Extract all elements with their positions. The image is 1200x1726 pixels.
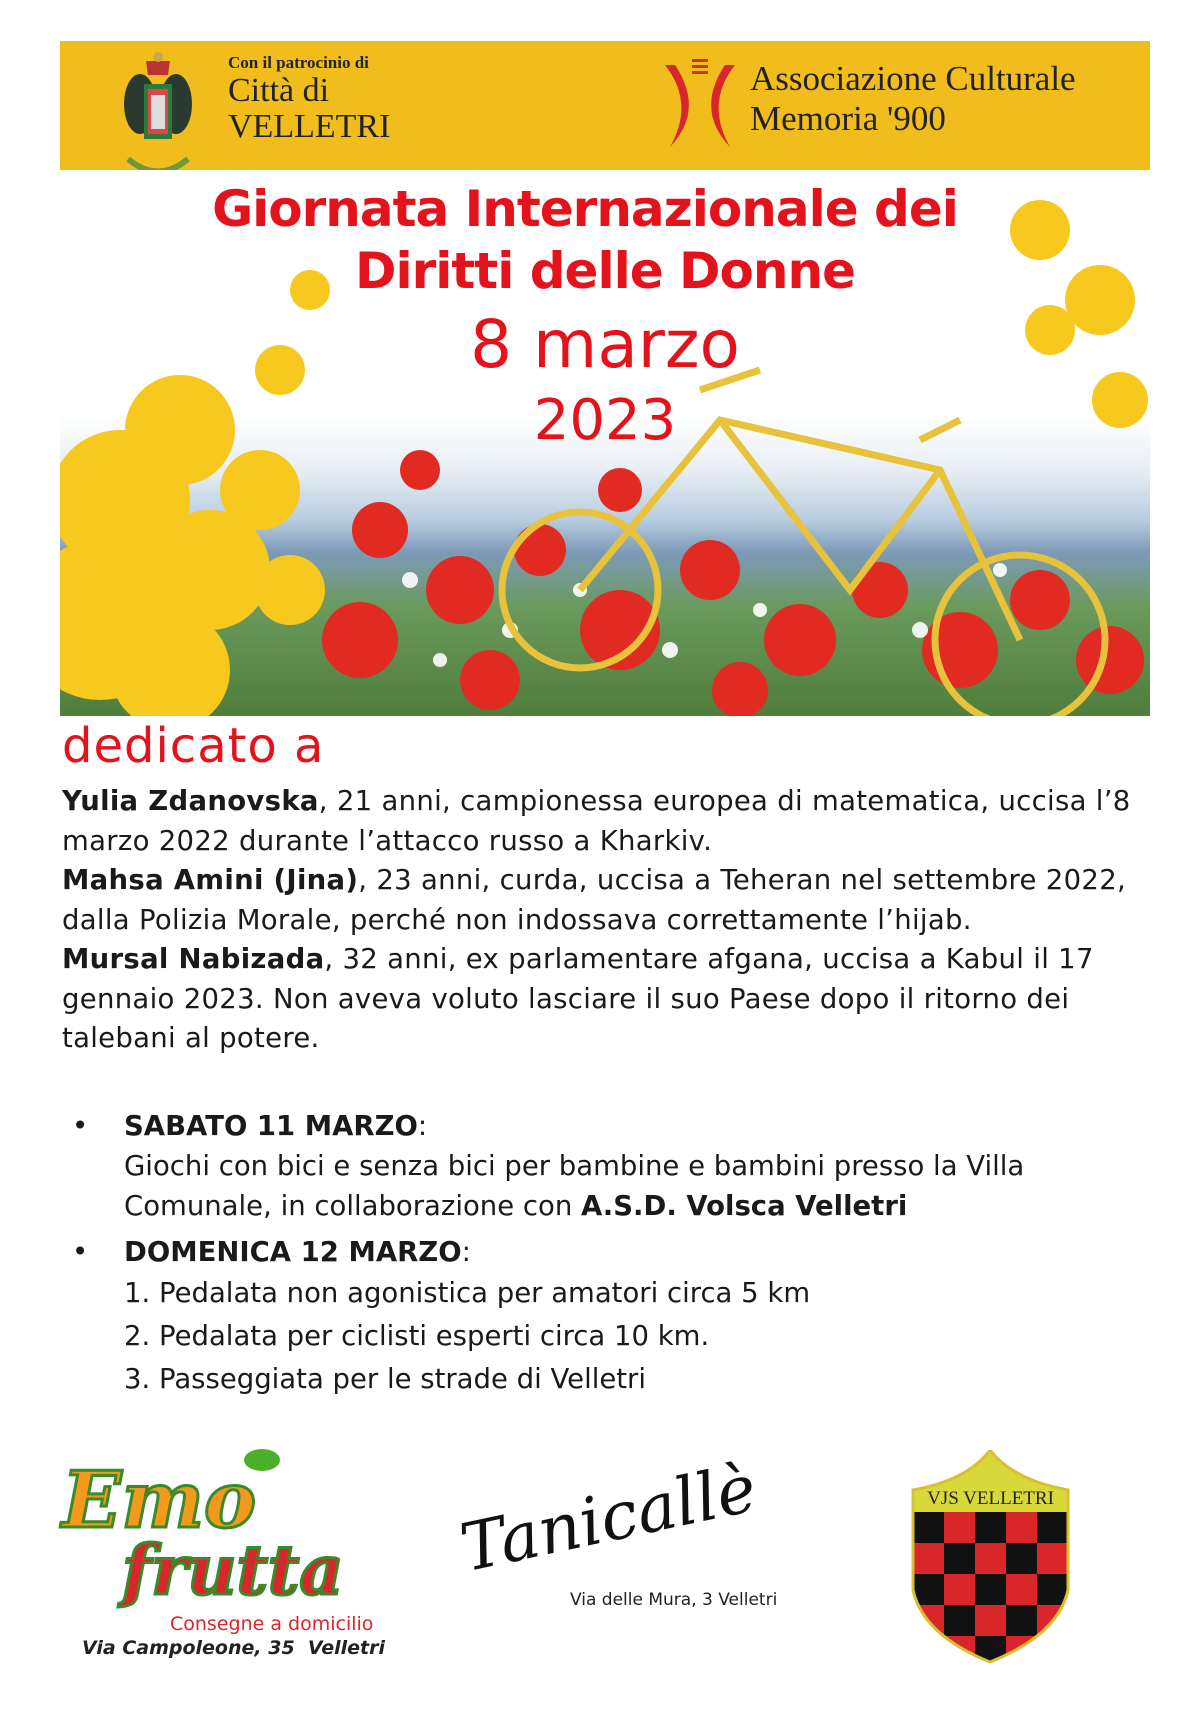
shield-square — [1006, 1574, 1037, 1605]
memoria-900-logo-icon — [660, 55, 740, 151]
shield-square — [1006, 1605, 1037, 1636]
shield-square — [913, 1636, 944, 1665]
sunday-activities — [62, 1272, 1162, 1401]
shield-square — [975, 1512, 1006, 1543]
dedication-heading: dedicato a — [62, 718, 325, 774]
velletri-crest-icon — [118, 49, 198, 174]
shield-square — [913, 1543, 944, 1574]
event-sunday: • DOMENICA 12 MARZO: — [62, 1232, 1162, 1272]
vjs-velletri-shield: VJS VELLETRI — [908, 1450, 1073, 1665]
shield-square — [975, 1605, 1006, 1636]
shield-square — [944, 1543, 975, 1574]
bullet-icon: • — [72, 1236, 89, 1268]
shield-square — [944, 1512, 975, 1543]
tanicalle-logo: Tanicallè Via delle Mura, 3 Velletri — [453, 1449, 778, 1610]
association-name: Associazione Culturale Memoria '900 — [750, 59, 1076, 138]
emo-frutta-logo: Emo frutta Consegne a domicilio Via Campoleone, 35 Velletri — [52, 1445, 387, 1665]
shield-square — [1037, 1636, 1068, 1665]
shield-square — [1037, 1543, 1068, 1574]
hero-title-line2: Diritti delle Donne — [354, 242, 856, 300]
patronage-text: Con il patrocinio di Città di VELLETRI — [228, 53, 391, 145]
shield-square — [1006, 1543, 1037, 1574]
dedication-person: Mahsa Amini (Jina), 23 anni, curda, uccisa a Teheran nel settembre 2022, dalla Polizia Morale, perché non indossava correttamente l’hijab. — [62, 864, 1127, 936]
dedication-person: Yulia Zdanovska, 21 anni, campionessa europea di matematica, uccisa l’8 marzo 2022 durante l’attacco russo a Kharkiv. — [62, 785, 1131, 857]
hero-year: 2023 — [533, 388, 677, 453]
shield-square — [944, 1605, 975, 1636]
shield-square — [913, 1512, 944, 1543]
event-saturday: • SABATO 11 MARZO: Giochi con bici e senza bici per bambine e bambini presso la Villa Comunale, in collaborazione con A.S.D. Volsca Velletri — [62, 1106, 1162, 1226]
shield-square — [1006, 1512, 1037, 1543]
events-list — [62, 1106, 1162, 1401]
activity-item: 3. Passeggiata per le strade di Velletri — [124, 1363, 647, 1395]
shield-square — [975, 1574, 1006, 1605]
checkered-shield-icon — [908, 1450, 1073, 1665]
hero-title-line1: Giornata Internazionale dei — [212, 180, 958, 238]
shield-square — [1037, 1512, 1068, 1543]
dedication-person: Mursal Nabizada, 32 anni, ex parlamentare afgana, uccisa a Kabul il 17 gennaio 2023. Non aveva voluto lasciare il suo Paese dopo il ritorno dei talebani al potere. — [62, 943, 1094, 1054]
header-banner — [60, 41, 1150, 170]
shield-square — [944, 1574, 975, 1605]
activity-item: 2. Pedalata per ciclisti esperti circa 10 km. — [124, 1320, 710, 1352]
shield-square — [975, 1543, 1006, 1574]
activity-item: 1. Pedalata non agonistica per amatori circa 5 km — [124, 1277, 811, 1309]
hero-date: 8 marzo — [470, 306, 740, 383]
dedication-list — [62, 782, 1162, 1059]
bullet-icon: • — [72, 1110, 89, 1142]
hero-image — [60, 170, 1150, 716]
